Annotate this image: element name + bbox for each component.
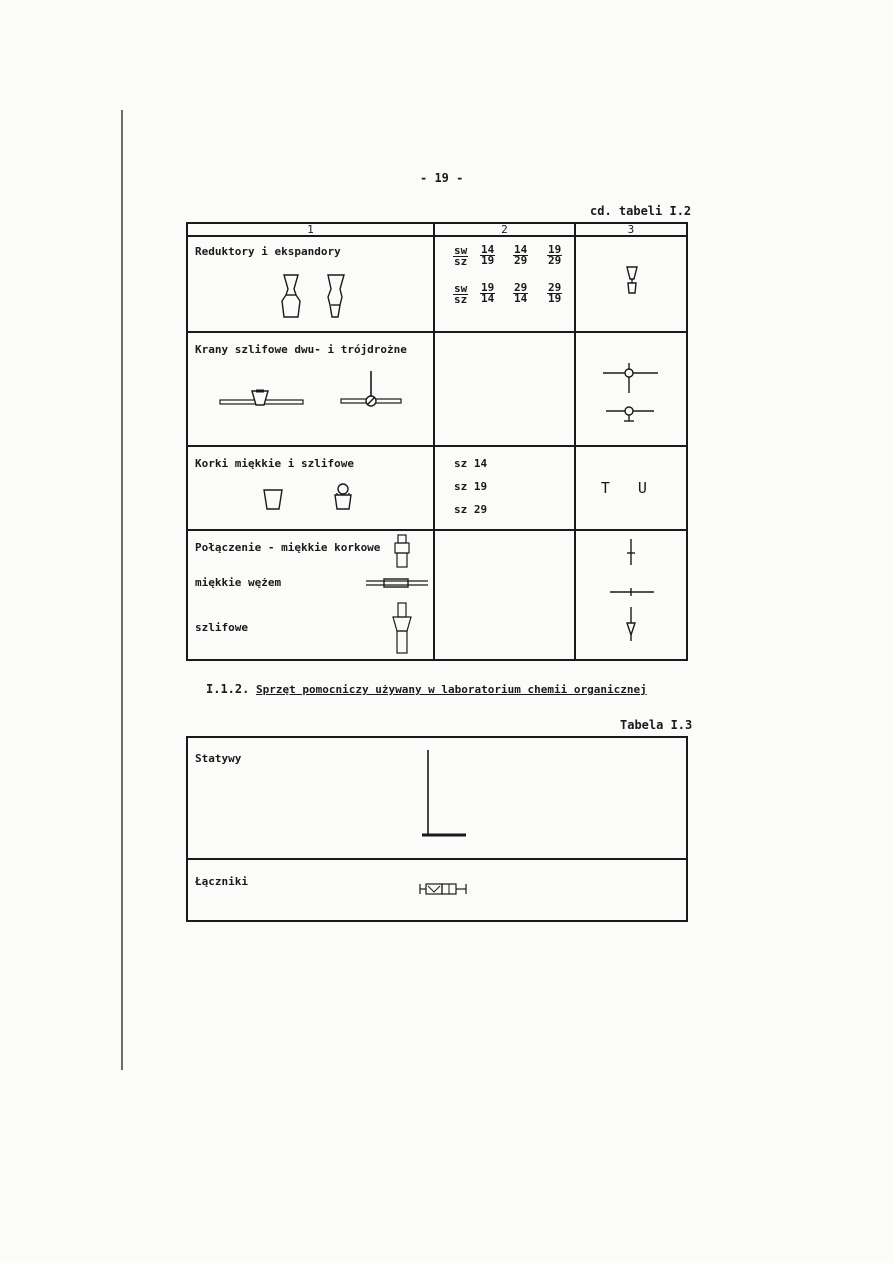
size-code: sz 19	[453, 480, 488, 493]
stopcock-symbols-icon	[576, 333, 687, 445]
fraction: $\frac{29}{14}$	[513, 281, 528, 305]
column-header-1: 1	[187, 223, 434, 236]
section-title: Sprzęt pomocniczy używany w laboratorium chemii organicznej	[256, 683, 647, 696]
table-caption: cd. tabeli I.2	[590, 204, 692, 218]
table2-caption: Tabela I.3	[620, 718, 693, 732]
row-label-laczniki: Łączniki	[195, 875, 248, 888]
fraction: $\frac{19}{14}$	[480, 281, 495, 305]
table-row	[187, 859, 687, 921]
table-row	[187, 446, 687, 530]
table-row	[187, 236, 687, 332]
equipment-table	[186, 222, 688, 661]
auxiliary-equipment-table	[186, 736, 688, 922]
size-code: sz 14	[453, 457, 488, 470]
row-label-polaczenie: Połączenie - miękkie korkowe	[195, 541, 381, 554]
cork-icon	[188, 447, 435, 529]
page-number: - 19 -	[420, 171, 464, 185]
fraction: $\frac{29}{19}$	[547, 281, 562, 305]
page-edge-shadow	[121, 110, 123, 1070]
connection-icons	[188, 531, 435, 659]
column-header-2: 2	[434, 223, 575, 236]
row-label-korki: Korki miękkie i szlifowe	[195, 457, 354, 470]
fraction: $\frac{14}{19}$	[480, 243, 495, 267]
table-row	[187, 530, 687, 660]
row-label-miekkie-wezem: miękkie wężem	[195, 576, 282, 589]
fraction: $\frac{14}{29}$	[513, 243, 528, 267]
reducer-symbol-icon	[576, 237, 687, 331]
reducer-icon	[188, 237, 435, 331]
table-row	[187, 737, 687, 859]
stand-icon	[188, 738, 686, 858]
fraction: $\frac{19}{29}$	[547, 243, 562, 267]
fraction-sw-sz: $\frac{sw}{sz}$	[453, 282, 468, 306]
stopcock-icon	[188, 333, 435, 445]
row-label-reduktory: Reduktory i ekspandory	[195, 245, 341, 258]
section-number: I.1.2.	[206, 682, 250, 696]
row-label-statywy: Statywy	[195, 752, 242, 765]
clamp-connector-icon	[188, 860, 686, 920]
connection-symbols-icon	[576, 531, 687, 659]
row-label-krany: Krany szlifowe dwu- i trójdrożne	[195, 343, 407, 356]
stopper-symbol: U	[637, 479, 647, 497]
cork-symbol: T	[600, 479, 610, 497]
column-header-3: 3	[575, 223, 687, 236]
row-label-szlifowe: szlifowe	[195, 621, 248, 634]
size-code: sz 29	[453, 503, 488, 516]
table-row	[187, 332, 687, 446]
fraction-sw-sz: $\frac{sw}{sz}$	[453, 244, 468, 268]
